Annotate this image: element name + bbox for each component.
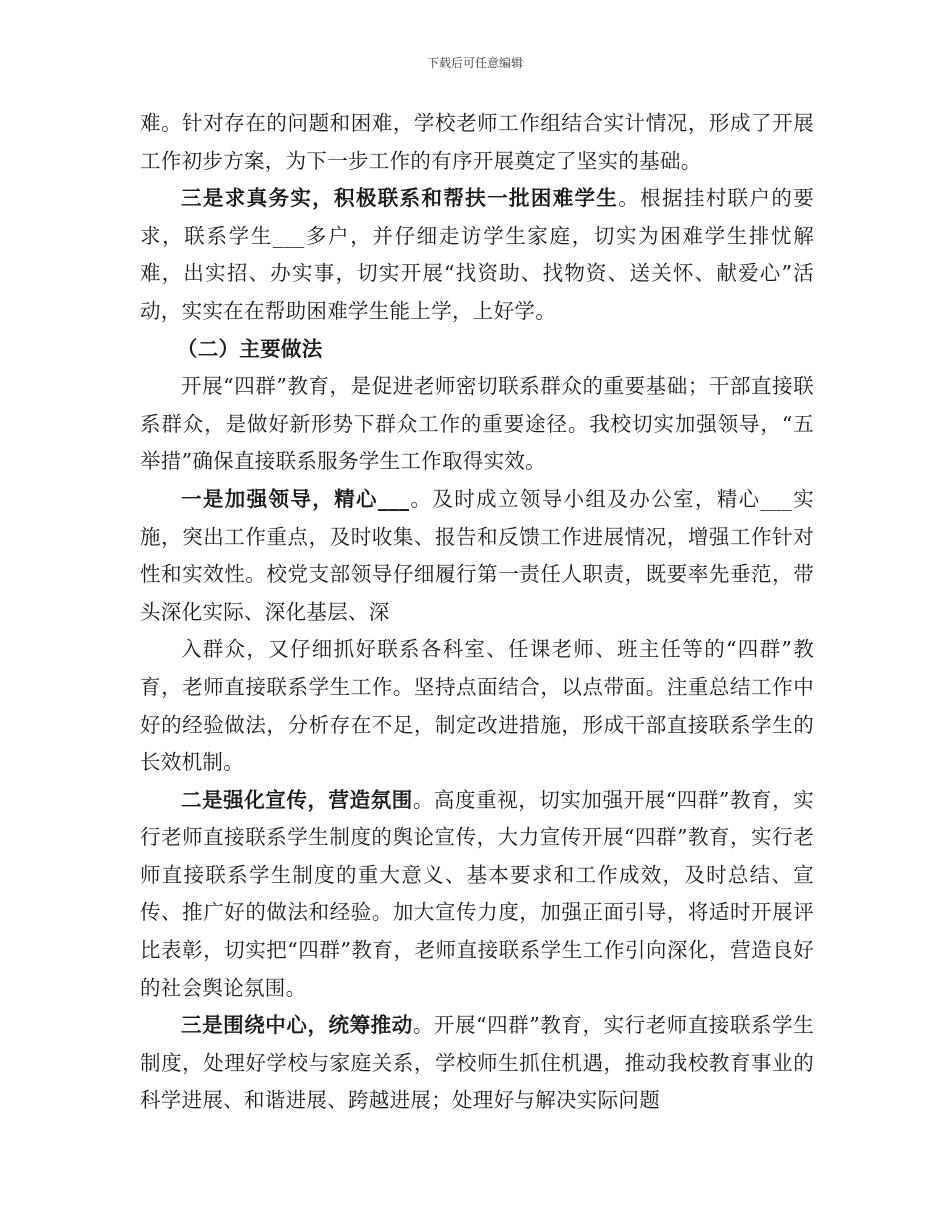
section-title: （二）主要做法 <box>176 336 323 361</box>
paragraph-3 <box>140 368 814 481</box>
paragraph-2-text: 。根据挂村联户的要求，联系学生___多户，并仔细走访学生家庭，切实为困难学生排忧解难，出实招、办实事，切实开展“找资助、找物资、送关怀、献爱心”活动，实实在在帮助困难学生能上学，上好学。 <box>140 186 815 323</box>
page-header: 下载后可任意编辑 <box>426 56 523 70</box>
paragraph-6 <box>140 782 814 1008</box>
paragraph-7-text: 。开展“四群”教育，实行老师直接联系学生制度，处理好学校与家庭关系，学校师生抓住机遇，推动我校教育事业的科学进展、和谐进展、跨越进展；处理好与解决实际问题 <box>140 1013 814 1113</box>
paragraph-6-lead: 二是强化宣传，营造氛围 <box>181 787 413 812</box>
paragraph-2-lead: 三是求真务实，积极联系和帮扶一批困难学生 <box>181 186 619 211</box>
document-body <box>140 105 814 1120</box>
paragraph-4-text: 。及时成立领导小组及办公室，精心___实施，突出工作重点，及时收集、报告和反馈工作进展情况，增强工作针对性和实效性。校党支部领导仔细履行第一责任人职责，既要率先垂范，带头深化实际、深化基层、深 <box>140 486 814 624</box>
paragraph-1 <box>140 105 814 180</box>
paragraph-1-text: 难。针对存在的问题和困难，学校老师工作组结合实计情况，形成了开展工作初步方案，为下一步工作的有序开展奠定了坚实的基础。 <box>140 111 814 173</box>
paragraph-5 <box>140 631 814 781</box>
paragraph-7-lead: 三是围绕中心，统筹推动 <box>181 1013 413 1038</box>
paragraph-4-lead: 一是加强领导，精心___ <box>181 486 410 511</box>
paragraph-7 <box>140 1007 814 1120</box>
paragraph-3-text: 开展“四群”教育，是促进老师密切联系群众的重要基础；干部直接联系群众，是做好新形势下群众工作的重要途径。我校切实加强领导，“五举措”确保直接联系服务学生工作取得实效。 <box>140 374 814 474</box>
paragraph-2 <box>140 180 814 330</box>
paragraph-5-text: 入群众，又仔细抓好联系各科室、任课老师、班主任等的“四群”教育，老师直接联系学生工作。坚持点面结合，以点带面。注重总结工作中好的经验做法，分析存在不足，制定改进措施，形成干部直接联系学生的长效机制。 <box>140 637 814 775</box>
paragraph-4 <box>140 481 814 631</box>
paragraph-6-text: 。高度重视，切实加强开展“四群”教育，实行老师直接联系学生制度的舆论宣传，大力宣传开展“四群”教育，实行老师直接联系学生制度的重大意义、基本要求和工作成效，及时总结、宣传、推广好的做法和经验。加大宣传力度，加强正面引导，将适时开展评比表彰，切实把“四群”教育，老师直接联系学生工作引向深化，营造良好的社会舆论氛围。 <box>140 787 814 1000</box>
